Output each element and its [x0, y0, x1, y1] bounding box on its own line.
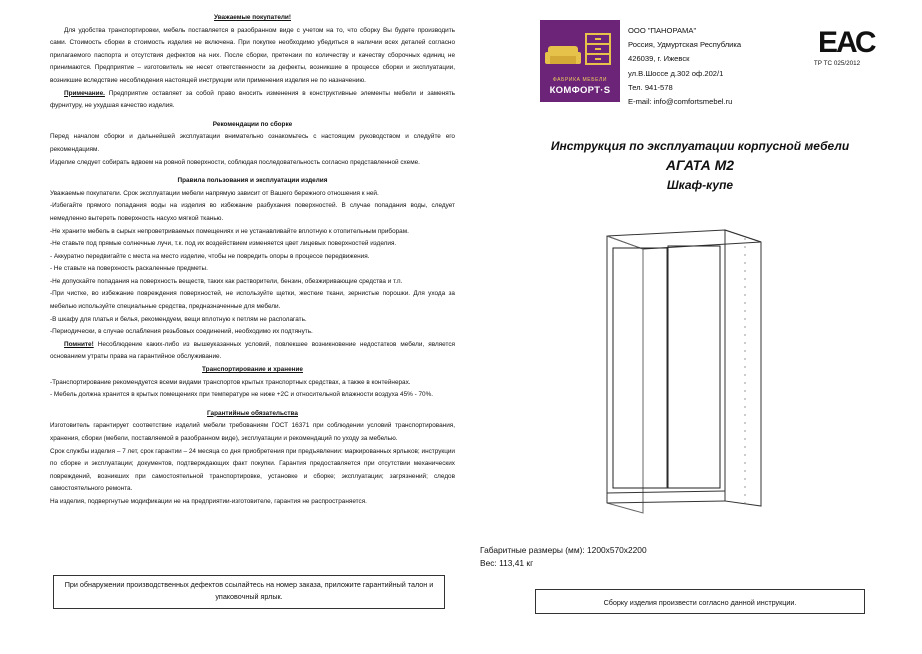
use-item: -Не храните мебель в сырых непроветриваемых помещениях и не устанавливайте вплотную к отопительным приборам.	[50, 227, 409, 235]
assembly-title: Рекомендации по сборке	[212, 120, 293, 128]
use-item: Уважаемые покупатели. Срок эксплуатации мебели напрямую зависит от Вашего бережного отношения к ней.	[50, 189, 379, 197]
wardrobe-drawing	[595, 218, 770, 518]
transport-paragraph: - Мебель должна хранится в крытых помещениях при температуре не ниже +2С и относительной влажности воздуха 45% - 70%.	[50, 391, 434, 399]
logo-subtitle: ФАБРИКА МЕБЕЛИ	[552, 77, 608, 83]
warranty-paragraph: Срок службы изделия – 7 лет, срок гарантии – 24 месяца со дня приобретения при предъявлении: маркированных ярлыков; инструкции по сборке и эксплуатации; документов, подтверждающих факт покупки. Гарантия предоставляется при отсутствии механических повреждений, возникших при самостоятельной транспортировке, установке и сборке; эксплуатации; загрязнений; следов самостоятельного ремонта.	[50, 447, 455, 493]
greeting-title: Уважаемые покупатели!	[213, 14, 291, 21]
company-logo	[540, 20, 620, 102]
use-item: - Не ставьте на поверхность раскаленные предметы.	[50, 265, 208, 273]
product-specs	[480, 544, 647, 569]
assembly-instruction-box: Сборку изделия произвести согласно данной инструкции.	[535, 589, 865, 614]
warning-text: Несоблюдение каких-либо из вышеуказанных условий, повлекшее возникновение недостатков мебели, является основанием утраты права на гарантийное обслуживание.	[50, 340, 455, 361]
sofa-icon	[540, 24, 620, 84]
use-item: -Не ставьте под прямые солнечные лучи, т.к. под их воздействием изменяется цвет лицевых поверхностей изделия.	[50, 240, 397, 248]
company-email: E-mail: info@comfortsmebel.ru	[628, 97, 733, 107]
transport-paragraph: -Транспортирование рекомендуется всеми видами транспортов крытых транспортных средствах, а также в контейнерах.	[50, 378, 411, 386]
logo-brand: КОМФОРТ·S	[549, 85, 611, 96]
product-model: АГАТА М2	[665, 157, 735, 173]
warranty-title: Гарантийные обязательства	[207, 409, 298, 417]
instructions-text-column	[50, 12, 455, 509]
product-type: Шкаф-купе	[666, 178, 734, 192]
transport-title: Транспортирование и хранение	[202, 366, 303, 374]
company-name: ООО "ПАНОРАМА"	[628, 26, 697, 35]
use-item: - Аккуратно передвигайте с места на место изделие, чтобы не повредить опоры в процессе передвижения.	[50, 252, 370, 260]
use-title: Правила пользования и эксплуатации изделия	[177, 177, 328, 185]
company-street: ул.В.Шоссе д.302 оф.202/1	[628, 68, 724, 78]
company-city: 426039, г. Ижевск	[628, 54, 690, 64]
document-title: Инструкция по эксплуатации корпусной мебели	[550, 139, 850, 153]
weight: Вес: 113,41 кг	[480, 557, 534, 568]
assembly-paragraph: Перед началом сборки и дальнейшей эксплуатации внимательно ознакомьтесь с настоящим руководством и следуйте его рекомендациям.	[50, 133, 455, 153]
intro-paragraph: Для удобства транспортировки, мебель поставляется в разобранном виде с учетом на то, что сборку Вы будете производить сами. Стоимость сборки в стоимость изделия не включена. При покупке необходимо убедиться в наличии всех деталей согласно прилагаемого паспорта и отсутствия дефектов на них. После сборки, претензии по количеству и качеству сборочных единиц не принимаются. Предприятие – изготовитель не несет ответственности за дефекты, возникшие в процессе сборки и эксплуатации, возникшие вследствие несоблюдения настоящей инструкции или применения изделия не по назначению.	[50, 26, 455, 84]
use-item: -Избегайте прямого попадания воды на изделия во избежание разбухания поверхностей. В случае попадания воды, следует немедленно вытереть поверхность насухо мягкой тканью.	[50, 202, 455, 222]
note-paragraph	[50, 88, 455, 113]
warranty-paragraph: Изготовитель гарантирует соответствие изделий мебели требованиям ГОСТ 16371 при соблюдении условий транспортирования, хранения, сборки (мебели, поставляемой в разобранном виде), эксплуатации и рекомендаций по уходу за мебелью.	[50, 422, 455, 442]
use-item: -В шкафу для платья и белья, рекомендуем, вещи вплотную к петлям не располагать.	[50, 315, 307, 323]
dimensions: Габаритные размеры (мм): 1200х570х2200	[480, 545, 647, 555]
defect-note-box: При обнаружении производственных дефектов ссылайтесь на номер заказа, приложите гарантийный талон и упаковочный ярлык.	[53, 575, 445, 609]
eac-mark-icon: ЕАС	[818, 26, 875, 59]
eac-standard: ТР ТС 025/2012	[813, 60, 861, 67]
use-item: -Периодически, в случае ослабления резьбовых соединений, необходимо их подтянуть.	[50, 328, 313, 336]
use-item: -Не допускайте попадания на поверхность веществ, таких как растворители, бензин, обезжиривающие средства и т.п.	[50, 277, 403, 285]
company-info	[628, 24, 741, 109]
warning-paragraph	[50, 339, 455, 364]
note-label: Примечание.	[64, 89, 105, 97]
note-text: Предприятие оставляет за собой право вносить изменения в конструктивные элементы мебели и заменять фурнитуру, не ухудшая качество изделия.	[50, 89, 455, 110]
eac-certification	[813, 26, 875, 67]
use-item: -При чистке, во избежание повреждения поверхностей, не используйте щетки, жесткие ткани, зернистые порошки. Для ухода за мебелью используйте специальные средства, предназначенные для мебели.	[50, 290, 455, 311]
assembly-paragraph: Изделие следует собирать вдвоем на ровной поверхности, соблюдая последовательность согласно представленной схеме.	[50, 158, 420, 166]
company-phone: Тел. 941-578	[628, 82, 673, 92]
warning-label: Помните!	[64, 340, 94, 348]
company-country: Россия, Удмуртская Республика	[628, 40, 742, 50]
warranty-paragraph: На изделия, подвергнутые модификации не на предприятии-изготовителе, гарантия не распространяется.	[50, 497, 367, 505]
